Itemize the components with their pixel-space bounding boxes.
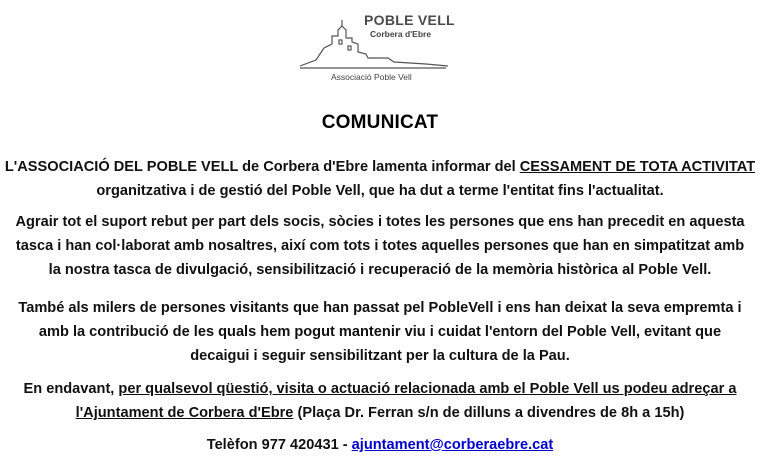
paragraph-contact-info [4,377,756,425]
paragraph-thanks [4,210,756,282]
paragraph-line: la nostra tasca de divulgació, sensibilització i recuperació de la memòria històrica al Poble Vell. [48,262,712,278]
underlined-text: CESSAMENT DE TOTA ACTIVITAT [519,159,756,175]
logo-association: Associació Poble Vell [331,72,412,82]
paragraph-line [4,377,756,401]
text-segment: L'ASSOCIACIÓ DEL POBLE VELL de Corbera d'Ebre lamenta informar del [4,159,520,175]
underlined-text: l'Ajuntament de Corbera d'Ebre [75,405,294,421]
paragraph-cessation [4,155,756,203]
paragraph-line [4,155,756,179]
phone-text: Telèfon 977 420431 - [206,437,352,453]
paragraph-line: Agrair tot el suport rebut per part dels socis, sòcies i totes les persones que ens han precedit en aquesta [15,214,745,230]
paragraph-line: tasca i han col·laborat amb nosaltres, així com tots i totes aquelles persones que han en simpatitzat amb [15,238,745,254]
logo [298,8,468,86]
page-title: COMUNICAT [321,112,439,133]
paragraph-line [4,433,756,457]
contact-line [4,433,756,457]
logo-subtitle: Corbera d'Ebre [370,29,432,39]
paragraph-line: organitzativa i de gestió del Poble Vell, que ha dut a terme l'entitat fins l'actualitat. [96,183,664,199]
paragraph-line: decaigui i seguir sensibilitzant per la cultura de la Pau. [190,348,570,364]
paragraph-visitors [4,296,756,368]
text-segment: En endavant, [23,381,119,397]
email-link[interactable]: ajuntament@corberaebre.cat [351,437,554,453]
paragraph-line: amb la contribució de les quals hem pogut mantenir viu i cuidat l'entorn del Poble Vell, evitant que [38,324,722,340]
text-segment: (Plaça Dr. Ferran s/n de dilluns a divendres de 8h a 15h) [293,405,685,421]
logo-title: POBLE VELL [364,12,455,28]
paragraph-line [4,401,756,425]
paragraph-line: També als milers de persones visitants que han passat pel PobleVell i ens han deixat la seva empremta i [18,300,742,316]
underlined-text: per qualsevol qüestió, visita o actuació relacionada amb el Poble Vell us podeu adreçar a [118,381,737,397]
